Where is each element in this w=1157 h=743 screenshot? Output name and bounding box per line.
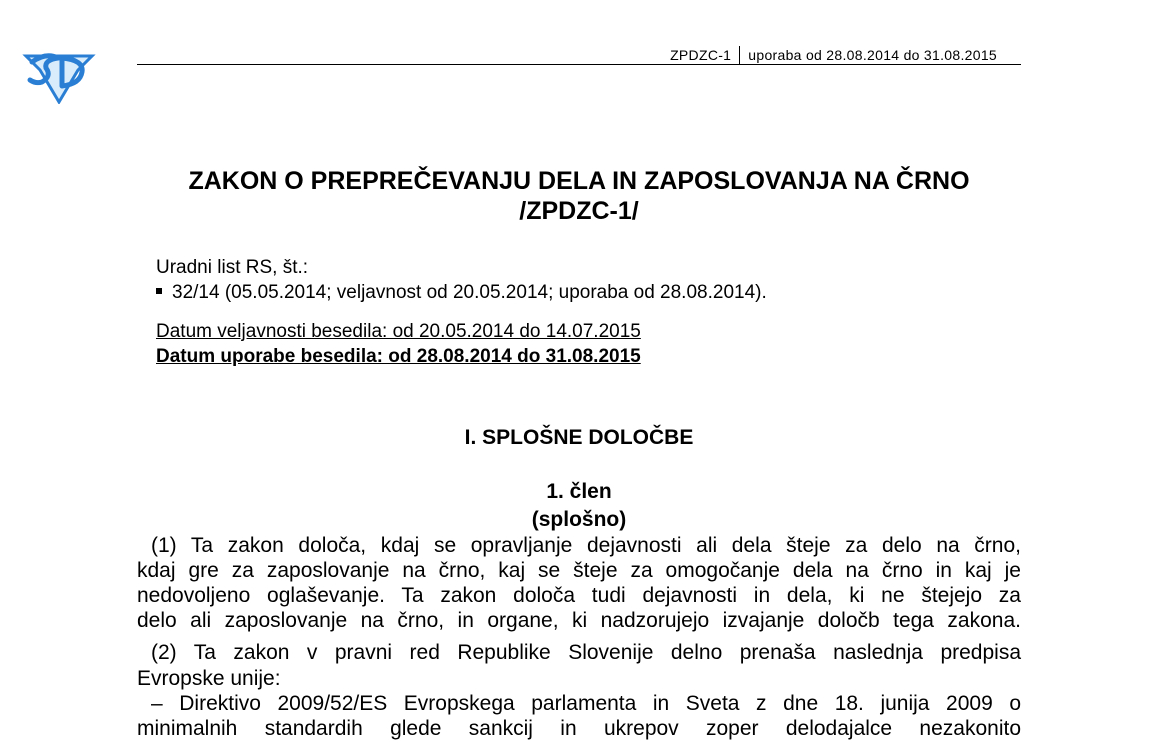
body-line-text: Evropske unije: [137, 667, 281, 690]
running-header [670, 46, 997, 64]
law-title: ZAKON O PREPREČEVANJU DELA IN ZAPOSLOVANJA NA ČRNO [188, 167, 970, 195]
header-validity: uporaba od 28.08.2014 do 31.08.2015 [748, 47, 997, 63]
article-number: 1. člen [546, 480, 612, 503]
body-line-text: kdaj gre za zaposlovanje na črno, kaj se šteje za omogočanje dela na črno in kaj je [137, 559, 1021, 582]
body-line [137, 666, 1021, 692]
sd-shield-logo-icon [22, 46, 96, 104]
article-title: (splošno) [531, 508, 627, 531]
body-line [137, 608, 1021, 634]
body-line-text: (1) Ta zakon določa, kdaj se opravljanje dejavnosti ali dela šteje za delo na črno, [151, 534, 1021, 557]
validity-date: Datum veljavnosti besedila: od 20.05.2014 do 14.07.2015 [156, 321, 641, 342]
body-line [137, 533, 1021, 559]
body-line-text: nedovoljeno oglaševanje. Ta zakon določa tudi dejavnosti in dela, ki ne štejejo za [137, 584, 1021, 607]
body-line [137, 583, 1021, 609]
header-code: ZPDZC-1 [670, 47, 732, 63]
body-line [137, 640, 1021, 666]
body-line [137, 558, 1021, 584]
body-line-text: (2) Ta zakon v pravni red Republike Slovenije delno prenaša naslednja predpisa [151, 641, 1021, 664]
body-line-text: minimalnih standardih glede sankcij in ukrepov zoper delodajalce nezakonito [137, 717, 1021, 740]
body-line [137, 716, 1021, 742]
gazette-label: Uradni list RS, št.: [156, 257, 309, 278]
header-separator [739, 46, 740, 64]
application-date: Datum uporabe besedila: od 28.08.2014 do 31.08.2015 [156, 346, 641, 367]
chapter-heading: I. SPLOŠNE DOLOČBE [464, 426, 694, 449]
gazette-entry [156, 281, 767, 305]
body-line-text: delo ali zaposlovanje na črno, in organe, ki nadzorujejo izvajanje določb tega zakona. [137, 609, 1021, 632]
gazette-entry-text: 32/14 (05.05.2014; veljavnost od 20.05.2014; uporaba od 28.08.2014). [172, 282, 767, 303]
bullet-icon [156, 288, 162, 294]
law-abbreviation: /ZPDZC-1/ [519, 197, 639, 225]
body-line-text: – Direktivo 2009/52/ES Evropskega parlamenta in Sveta z dne 18. junija 2009 o [151, 692, 1021, 715]
body-line [137, 691, 1021, 717]
header-rule [137, 64, 1021, 65]
